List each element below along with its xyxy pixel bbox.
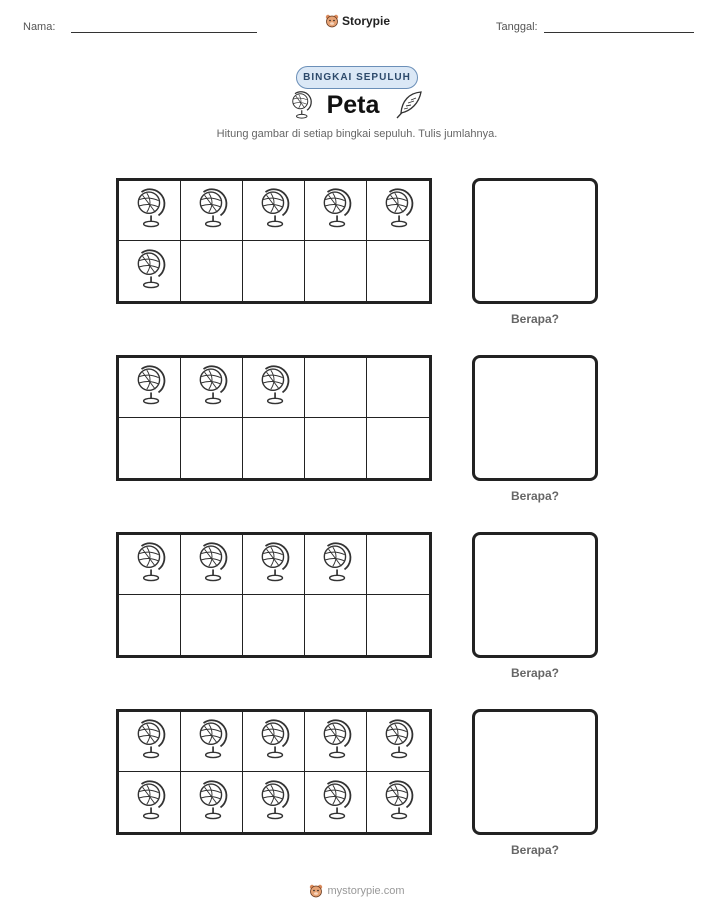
- globe-icon: [195, 363, 229, 412]
- name-field[interactable]: [23, 20, 257, 33]
- frame-cell: [367, 772, 429, 832]
- globe-icon: [133, 717, 167, 766]
- globe-icon: [381, 778, 415, 827]
- frame-cell: [367, 595, 429, 655]
- title-row: [0, 89, 714, 121]
- globe-icon: [133, 540, 167, 589]
- frame-cell: [181, 181, 243, 241]
- ten-frame: [116, 355, 432, 481]
- bear-icon: [309, 884, 323, 898]
- globe-icon: [257, 778, 291, 827]
- globe-icon: [133, 247, 167, 296]
- instructions: Hitung gambar di setiap bingkai sepuluh. Tulis jumlahnya.: [216, 128, 498, 140]
- frame-cell: [305, 535, 367, 595]
- globe-icon: [381, 717, 415, 766]
- frame-cell: [367, 241, 429, 301]
- footer: [0, 884, 714, 898]
- frame-cell: [119, 595, 181, 655]
- frame-cell: [367, 181, 429, 241]
- frame-cell: [243, 241, 305, 301]
- date-label: Tanggal:: [496, 21, 538, 33]
- frame-cell: [181, 358, 243, 418]
- brand-logo: [325, 14, 390, 28]
- category-tag: BINGKAI SEPULUH: [296, 66, 418, 89]
- globe-icon: [133, 363, 167, 412]
- feather-icon: [393, 89, 425, 121]
- answer-box[interactable]: [472, 178, 598, 304]
- frame-cell: [181, 595, 243, 655]
- brand-name: Storypie: [342, 14, 391, 28]
- frame-cell: [119, 358, 181, 418]
- frame-cell: [181, 772, 243, 832]
- globe-icon: [133, 186, 167, 235]
- answer-label: Berapa?: [510, 312, 560, 326]
- frame-cell: [243, 595, 305, 655]
- frame-cell: [119, 418, 181, 478]
- frame-cell: [367, 418, 429, 478]
- frame-cell: [305, 241, 367, 301]
- ten-frame: [116, 178, 432, 304]
- page-title: Peta: [326, 90, 380, 119]
- frame-cell: [305, 358, 367, 418]
- ten-frame: [116, 532, 432, 658]
- globe-icon: [133, 778, 167, 827]
- frame-cell: [243, 712, 305, 772]
- date-field[interactable]: [496, 20, 694, 33]
- frame-cell: [181, 418, 243, 478]
- answer-box[interactable]: [472, 532, 598, 658]
- frame-cell: [181, 712, 243, 772]
- frame-cell: [243, 418, 305, 478]
- frame-cell: [119, 535, 181, 595]
- frame-cell: [119, 241, 181, 301]
- bear-icon: [325, 14, 339, 28]
- frame-cell: [305, 181, 367, 241]
- answer-box[interactable]: [472, 355, 598, 481]
- answer-label: Berapa?: [510, 666, 560, 680]
- globe-icon: [319, 778, 353, 827]
- frame-cell: [305, 772, 367, 832]
- frame-cell: [367, 358, 429, 418]
- frame-cell: [243, 358, 305, 418]
- globe-icon: [319, 717, 353, 766]
- globe-icon: [257, 363, 291, 412]
- frame-cell: [243, 772, 305, 832]
- frame-cell: [305, 418, 367, 478]
- frame-cell: [119, 181, 181, 241]
- ten-frame: [116, 709, 432, 835]
- frame-cell: [243, 535, 305, 595]
- globe-icon: [257, 540, 291, 589]
- globe-icon: [195, 186, 229, 235]
- frame-cell: [181, 535, 243, 595]
- frame-cell: [181, 241, 243, 301]
- answer-label: Berapa?: [510, 489, 560, 503]
- answer-label: Berapa?: [510, 843, 560, 857]
- globe-icon: [257, 717, 291, 766]
- frame-cell: [243, 181, 305, 241]
- answer-box[interactable]: [472, 709, 598, 835]
- globe-icon: [319, 540, 353, 589]
- frame-cell: [119, 772, 181, 832]
- globe-icon: [319, 186, 353, 235]
- globe-icon: [195, 778, 229, 827]
- footer-url: mystorypie.com: [327, 885, 405, 897]
- globe-icon: [195, 717, 229, 766]
- frame-cell: [119, 712, 181, 772]
- name-label: Nama:: [23, 21, 56, 33]
- globe-icon: [195, 540, 229, 589]
- globe-icon: [289, 89, 313, 121]
- frame-cell: [305, 595, 367, 655]
- name-line[interactable]: [71, 20, 257, 33]
- frame-cell: [367, 535, 429, 595]
- globe-icon: [257, 186, 291, 235]
- date-line[interactable]: [544, 20, 694, 33]
- frame-cell: [367, 712, 429, 772]
- globe-icon: [381, 186, 415, 235]
- frame-cell: [305, 712, 367, 772]
